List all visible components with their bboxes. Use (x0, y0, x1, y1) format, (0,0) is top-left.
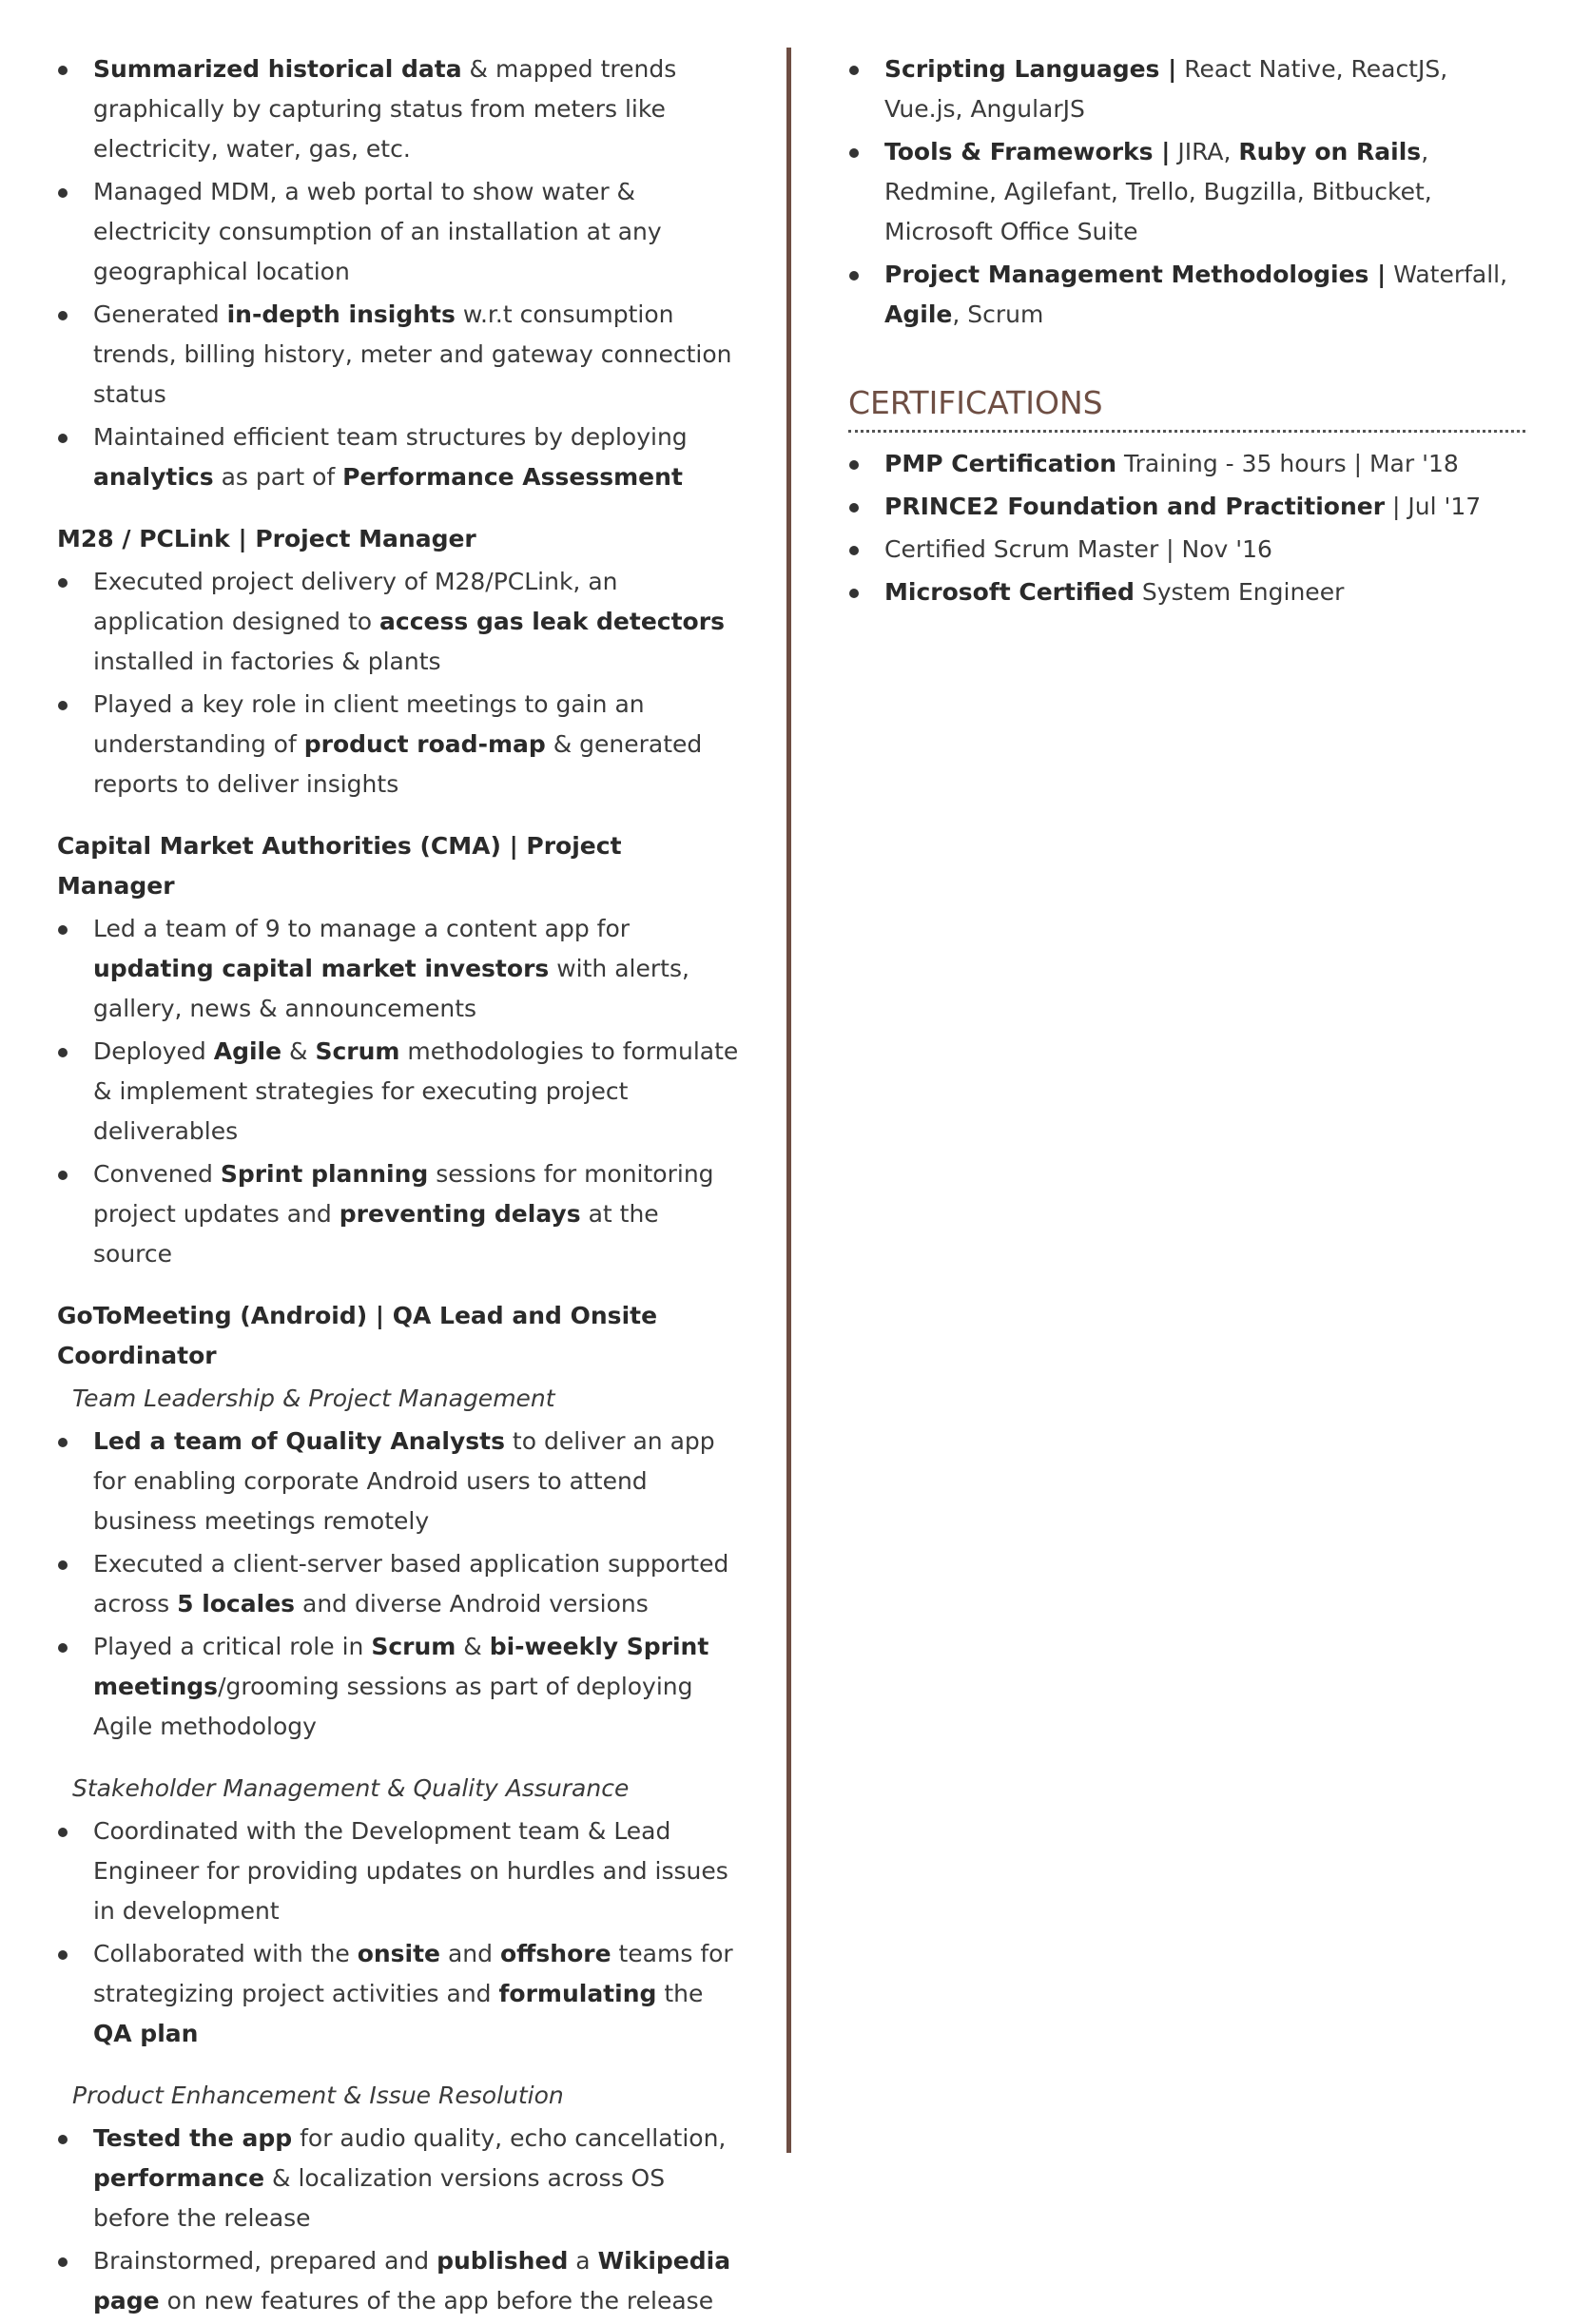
text-run: Brainstormed, prepared and (93, 2247, 437, 2275)
text-run: w.r.t consumption trends, billing history, meter and gateway connection status (93, 300, 732, 408)
text-run: a (568, 2247, 598, 2275)
text-run: Coordinated with the Development team & Lead Engineer for providing updates on hurdles and issues in development (93, 1817, 728, 1925)
text-run: Managed MDM, a web portal to show water & electricity consumption of an installation at any geographical location (93, 178, 662, 285)
text-run: Executed project delivery of M28/PCLink, an application designed to (93, 568, 618, 635)
experience-column (57, 49, 742, 2324)
job-bullet-list (57, 562, 742, 804)
list-item (848, 572, 1525, 612)
text-run: to deliver an app for enabling corporate Android users to attend business meetings remotely (93, 1427, 715, 1535)
list-item (57, 1934, 742, 2054)
job-title: Capital Market Authorities (CMA) | Project Manager (57, 832, 622, 900)
list-item (57, 295, 742, 415)
text-run: Convened (93, 1160, 221, 1188)
list-item (57, 49, 742, 169)
text-run: Training - 35 hours | Mar '18 (1116, 450, 1459, 477)
list-item (848, 49, 1525, 129)
text-run: Played a critical role in (93, 1633, 372, 1660)
list-item (57, 685, 742, 804)
list-item (57, 2241, 742, 2321)
text-run: & (456, 1633, 490, 1660)
bold-text: Sprint planning (220, 1160, 429, 1188)
text-run: as part of (213, 463, 343, 491)
bold-text: preventing delays (339, 1200, 581, 1228)
bold-text: Performance Assessment (342, 463, 683, 491)
bold-text: access gas leak detectors (379, 608, 725, 635)
text-run: , Scrum (952, 300, 1044, 328)
text-run: & generated reports to deliver insights (93, 730, 703, 798)
list-item (57, 1154, 742, 1274)
bold-text: Scrum (371, 1633, 456, 1660)
bold-text: QA plan (93, 2020, 199, 2047)
bold-text: formulating (498, 1980, 657, 2007)
text-run: for audio quality, echo cancellation, (292, 2124, 727, 2152)
job-bullet-list (57, 1422, 742, 1747)
bold-text: updating capital market investors (93, 955, 550, 982)
certifications-heading: CERTIFICATIONS (848, 382, 1525, 433)
list-item (57, 1544, 742, 1624)
bold-text: PRINCE2 Foundation and Practitioner (884, 493, 1386, 520)
list-item (57, 172, 742, 292)
bold-text: Microsoft Certified (884, 578, 1135, 606)
text-run: and diverse Android versions (295, 1590, 649, 1617)
text-run: Generated (93, 300, 227, 328)
job-title: GoToMeeting (Android) | QA Lead and Onsite Coordinator (57, 1302, 658, 1369)
text-run: & mapped trends graphically by capturing status from meters like electricity, water, gas, etc. (93, 55, 677, 163)
list-item (57, 1811, 742, 1931)
text-run: & localization versions across OS before the release (93, 2164, 666, 2232)
list-item (848, 530, 1525, 570)
certifications-bullet-list (848, 444, 1525, 612)
bold-text: Ruby on Rails (1238, 138, 1422, 165)
job-bullet-list (57, 909, 742, 1274)
text-run: Maintained efficient team structures by deploying (93, 423, 688, 451)
job-subheading: Stakeholder Management & Quality Assurance (72, 1774, 630, 1802)
list-item (57, 909, 742, 1029)
list-item (848, 487, 1525, 527)
text-run: Led a team of 9 to manage a content app for (93, 915, 631, 942)
text-run: at the source (93, 1200, 659, 1268)
job-subheading: Product Enhancement & Issue Resolution (72, 2082, 564, 2109)
job-bullet-list (57, 1811, 742, 2054)
bold-text: PMP Certification (884, 450, 1117, 477)
text-run: Executed a client-server based application supported across (93, 1550, 729, 1617)
bold-text: 5 locales (177, 1590, 296, 1617)
text-run: installed in factories & plants (93, 648, 441, 675)
text-run: teams for strategizing project activities and (93, 1940, 733, 2007)
bold-text: Agile (884, 300, 953, 328)
skills-bullet-list (848, 49, 1525, 335)
text-run: with alerts, gallery, news & announcements (93, 955, 689, 1022)
list-item (57, 1627, 742, 1747)
bold-text: product road-map (303, 730, 546, 758)
text-run: & (281, 1037, 316, 1065)
text-run: Played a key role in client meetings to gain an understanding of (93, 690, 645, 758)
text-run: Waterfall, (1386, 261, 1508, 288)
bold-text: Tools & Frameworks | (884, 138, 1171, 165)
job-bullet-list (57, 2119, 742, 2321)
bold-text: Summarized historical data (93, 55, 462, 83)
intro-bullet-list (57, 49, 742, 497)
text-run: React Native, ReactJS, Vue.js, AngularJS (884, 55, 1448, 123)
list-item (848, 255, 1525, 335)
bold-text: analytics (93, 463, 214, 491)
bold-text: Project Management Methodologies | (884, 261, 1387, 288)
text-run: Certified Scrum Master | Nov '16 (884, 535, 1272, 563)
text-run: JIRA, (1170, 138, 1239, 165)
bold-text: Scripting Languages | (884, 55, 1177, 83)
bold-text: Scrum (315, 1037, 400, 1065)
text-run: /grooming sessions as part of deploying Agile methodology (93, 1673, 693, 1740)
text-run: Deployed (93, 1037, 214, 1065)
job-title: M28 / PCLink | Project Manager (57, 525, 476, 552)
bold-text: offshore (499, 1940, 611, 1967)
bold-text: onsite (357, 1940, 441, 1967)
list-item (57, 1422, 742, 1541)
text-run: Collaborated with the (93, 1940, 358, 1967)
list-item (57, 562, 742, 682)
list-item (57, 417, 742, 497)
bold-text: Agile (213, 1037, 282, 1065)
list-item (848, 444, 1525, 484)
bold-text: Wikipedia page (93, 2247, 731, 2314)
text-run: the (656, 1980, 704, 2007)
skills-column (848, 49, 1525, 615)
text-run: on new features of the app before the release (159, 2287, 714, 2314)
text-run: , Redmine, Agilefant, Trello, Bugzilla, Bitbucket, Microsoft Office Suite (884, 138, 1432, 245)
bold-text: bi-weekly Sprint meetings (93, 1633, 709, 1700)
jobs-container (57, 519, 742, 2321)
bold-text: performance (93, 2164, 265, 2192)
text-run: methodologies to formulate & implement strategies for executing project deliverables (93, 1037, 739, 1145)
column-divider (786, 48, 791, 2153)
bold-text: in-depth insights (226, 300, 456, 328)
bold-text: Tested the app (93, 2124, 293, 2152)
list-item (848, 132, 1525, 252)
text-run: sessions for monitoring project updates and (93, 1160, 714, 1228)
text-run: | Jul '17 (1385, 493, 1482, 520)
text-run: and (440, 1940, 500, 1967)
bold-text: Led a team of Quality Analysts (93, 1427, 505, 1455)
text-run: System Engineer (1134, 578, 1345, 606)
bold-text: published (437, 2247, 569, 2275)
list-item (57, 2119, 742, 2238)
list-item (57, 1032, 742, 1152)
job-subheading: Team Leadership & Project Management (72, 1385, 555, 1412)
